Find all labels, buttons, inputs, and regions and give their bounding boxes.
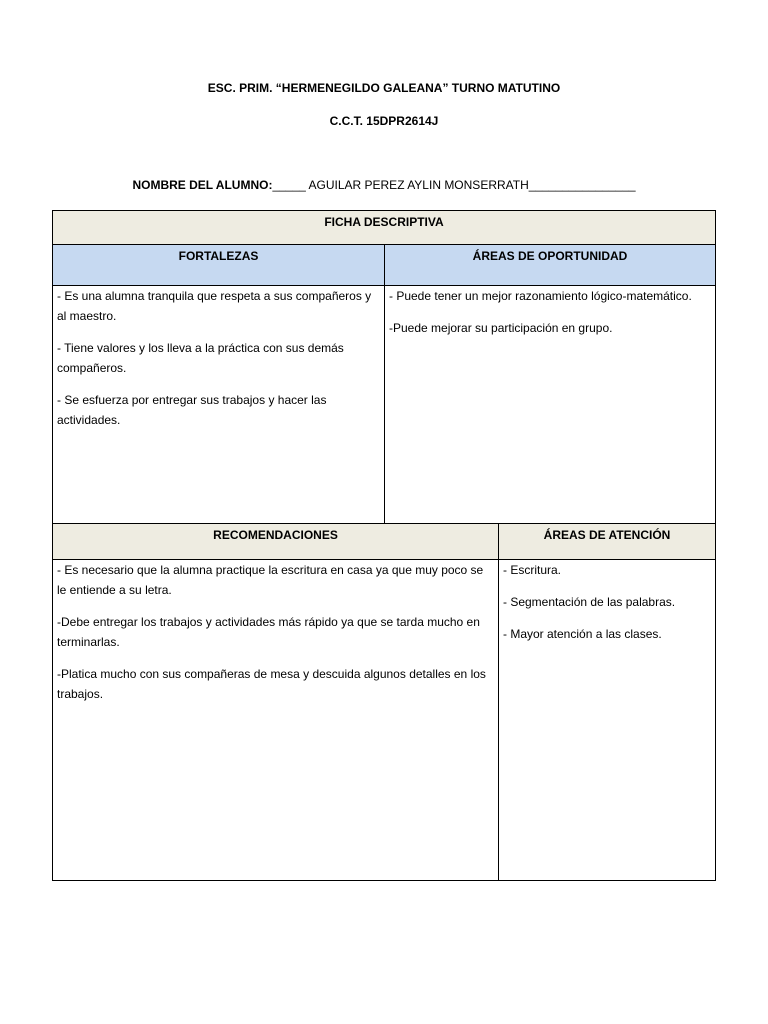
- oportunidad-item: -Puede mejorar su participación en grupo.: [389, 321, 613, 335]
- ficha-title: FICHA DESCRIPTIVA: [52, 210, 716, 245]
- fortalezas-header: FORTALEZAS: [52, 244, 385, 286]
- atencion-item: - Escritura.: [503, 563, 562, 577]
- oportunidad-cell: [384, 285, 716, 524]
- fortaleza-item: - Se esfuerza por entregar sus trabajos y hacer las actividades.: [57, 393, 327, 427]
- recomendacion-item: - Es necesario que la alumna practique la escritura en casa ya que muy poco se le entiende a su letra.: [57, 563, 484, 597]
- fortalezas-cell: [52, 285, 385, 524]
- atencion-header: ÁREAS DE ATENCIÓN: [498, 523, 716, 560]
- atencion-item: - Segmentación de las palabras.: [503, 595, 676, 609]
- school-name: ESC. PRIM. “HERMENEGILDO GALEANA” TURNO MATUTINO: [207, 81, 561, 95]
- student-name-line: [0, 178, 768, 192]
- atencion-item: - Mayor atención a las clases.: [503, 627, 662, 641]
- student-name-label: NOMBRE DEL ALUMNO:: [132, 178, 273, 192]
- oportunidad-header: ÁREAS DE OPORTUNIDAD: [384, 244, 716, 286]
- recomendaciones-cell: [52, 559, 499, 881]
- recomendaciones-header: RECOMENDACIONES: [52, 523, 499, 560]
- fortaleza-item: - Tiene valores y los lleva a la práctica con sus demás compañeros.: [57, 341, 344, 375]
- fortaleza-item: - Es una alumna tranquila que respeta a sus compañeros y al maestro.: [57, 289, 372, 323]
- school-code: C.C.T. 15DPR2614J: [329, 114, 439, 128]
- recomendacion-item: -Platica mucho con sus compañeras de mesa y descuida algunos detalles en los trabajos.: [57, 667, 486, 701]
- recomendacion-item: -Debe entregar los trabajos y actividades más rápido ya que se tarda mucho en terminarlas.: [57, 615, 480, 649]
- oportunidad-item: - Puede tener un mejor razonamiento lógico-matemático.: [389, 289, 692, 303]
- student-name-value: _____ AGUILAR PEREZ AYLIN MONSERRATH________________: [272, 178, 636, 192]
- atencion-cell: [498, 559, 716, 881]
